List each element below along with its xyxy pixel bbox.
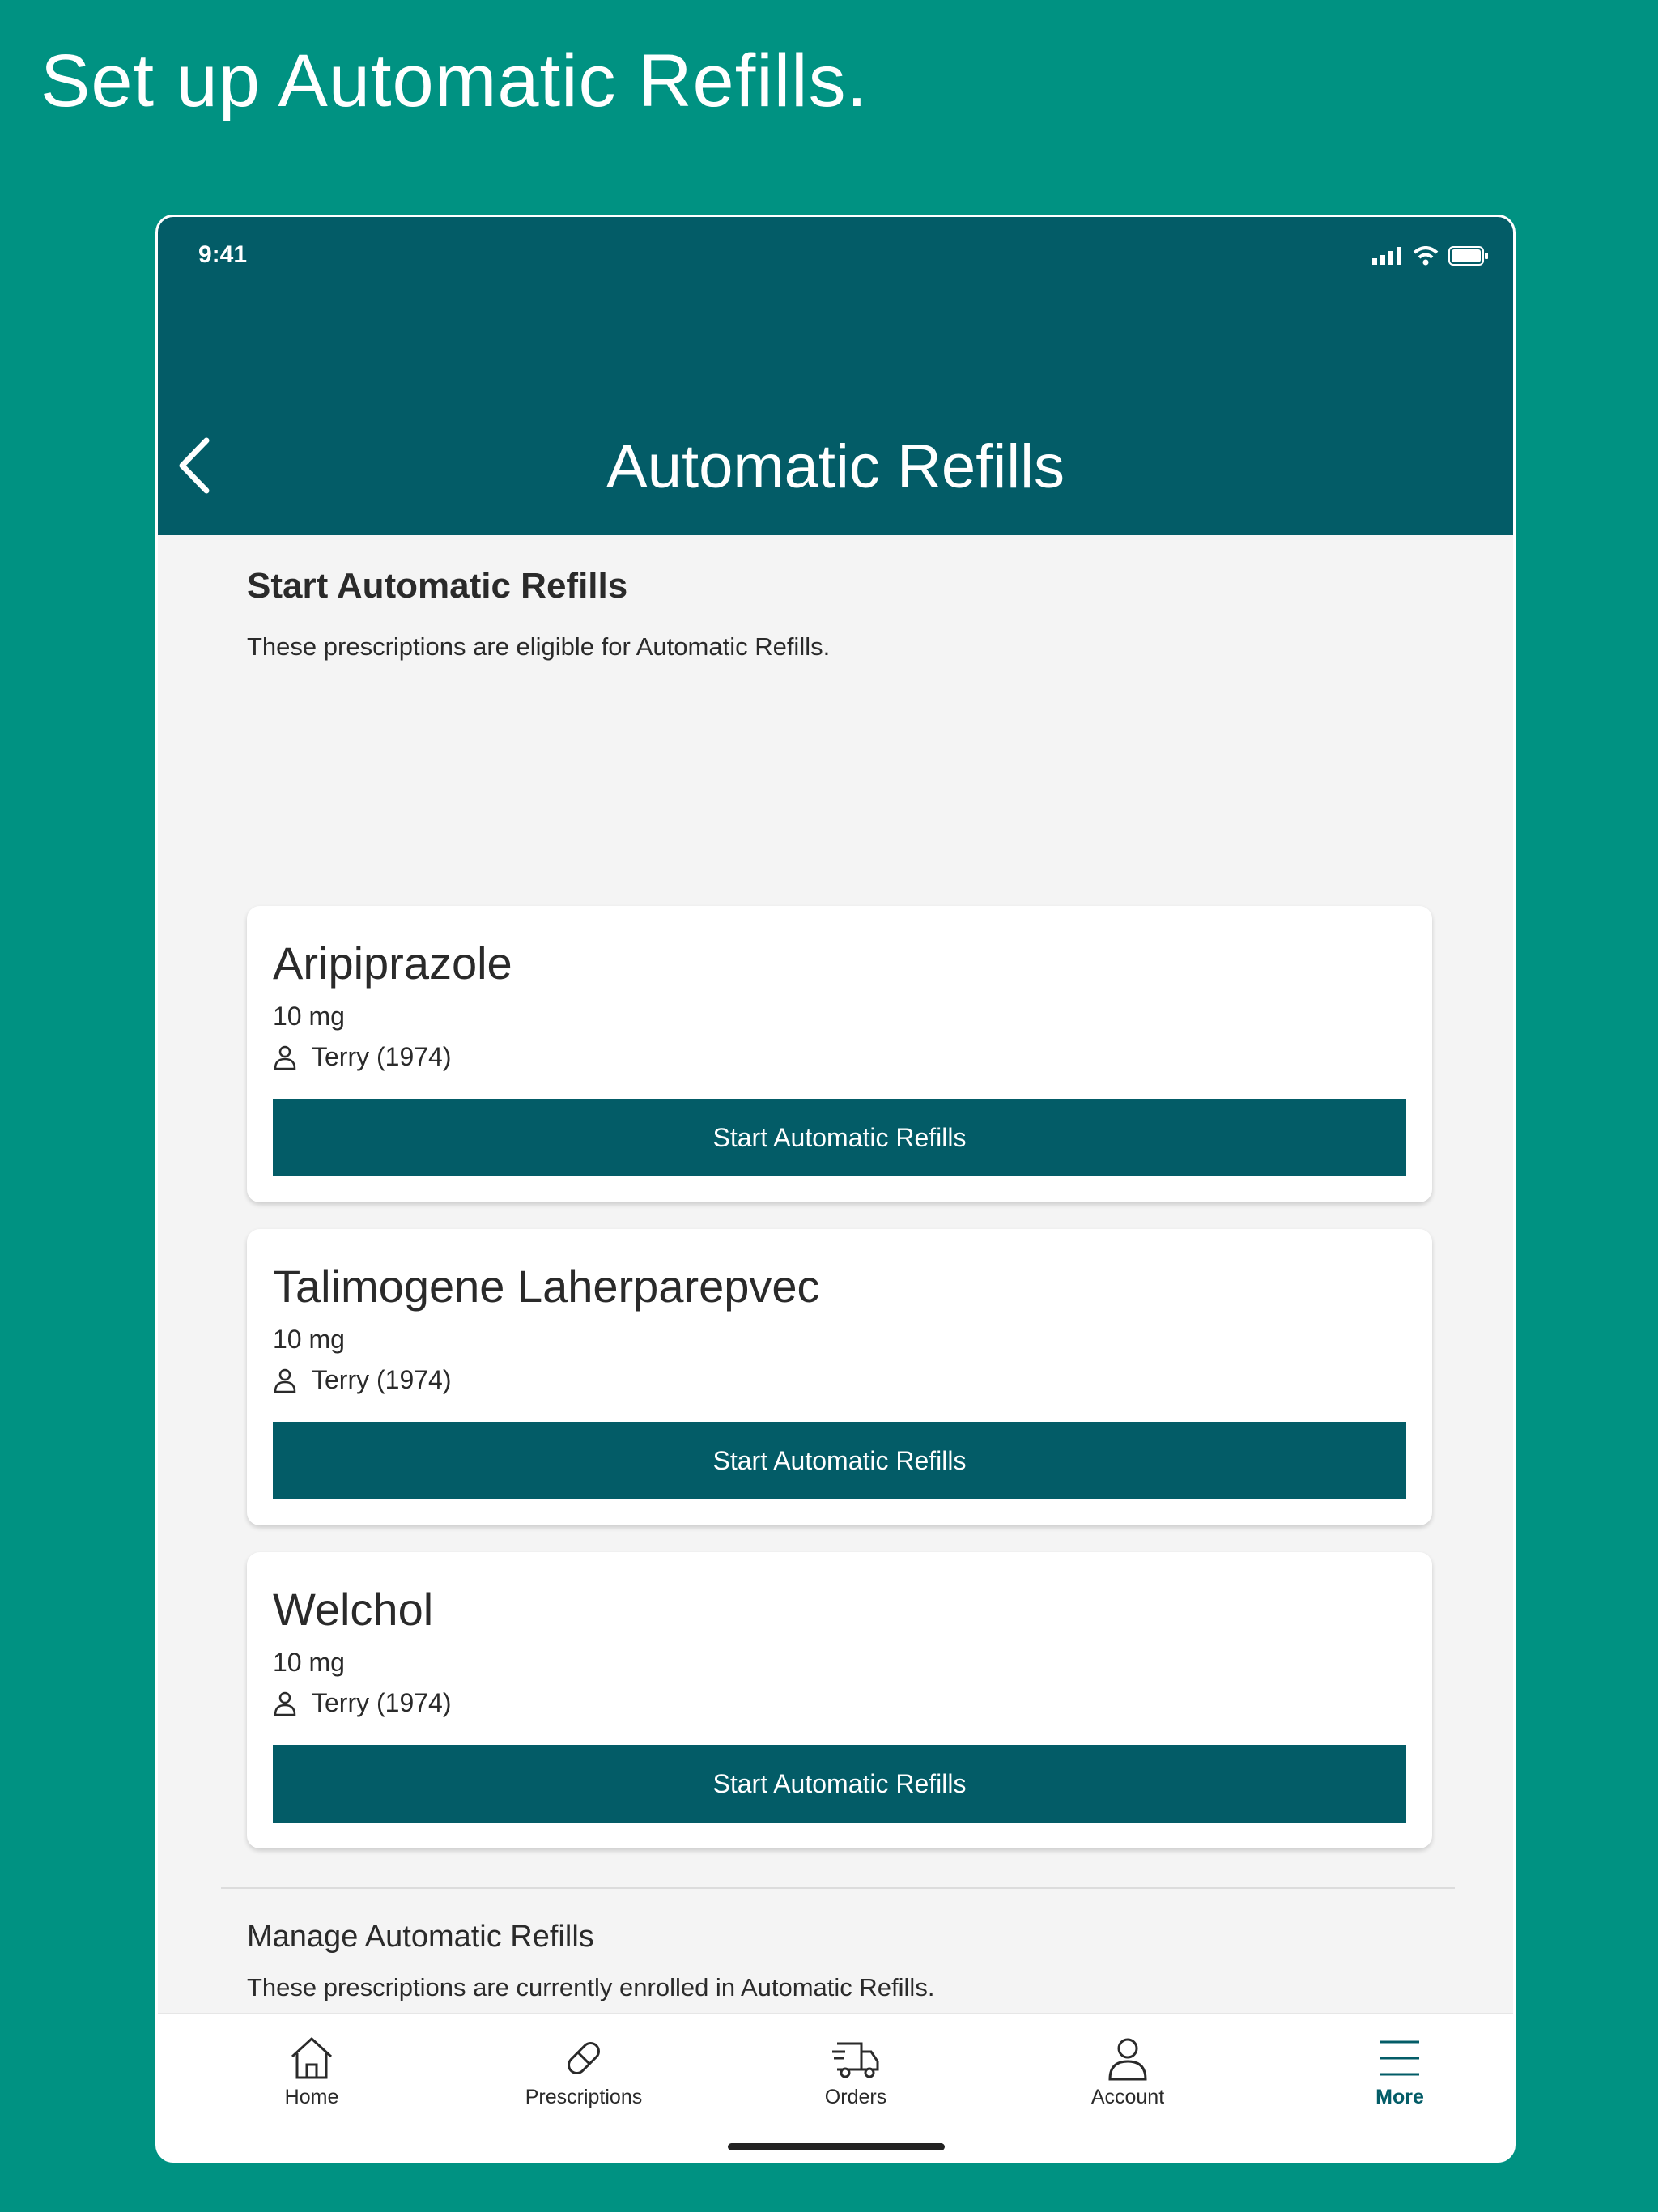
- status-time: 9:41: [198, 241, 248, 268]
- tab-orders[interactable]: [734, 2024, 977, 2109]
- home-indicator[interactable]: [728, 2143, 945, 2150]
- tab-more[interactable]: [1278, 2024, 1516, 2109]
- prescription-card: [247, 906, 1432, 1202]
- drug-name: Aripiprazole: [273, 938, 512, 989]
- patient-row: [273, 1042, 452, 1072]
- prescription-card: [247, 1552, 1432, 1848]
- manage-section-title: Manage Automatic Refills: [247, 1920, 594, 1954]
- prescription-card: [247, 1229, 1432, 1525]
- patient-row: [273, 1365, 452, 1395]
- tab-home[interactable]: [190, 2024, 433, 2109]
- drug-name: Welchol: [273, 1584, 434, 1635]
- manage-section-description: These prescriptions are currently enrolled in Automatic Refills.: [247, 1973, 935, 2001]
- tab-label: Orders: [824, 2086, 887, 2108]
- start-automatic-refills-button[interactable]: Start Automatic Refills: [273, 1099, 1406, 1176]
- drug-dose: 10 mg: [273, 1648, 345, 1677]
- start-automatic-refills-button[interactable]: Start Automatic Refills: [273, 1745, 1406, 1823]
- promo-title: Set up Automatic Refills.: [40, 40, 869, 122]
- person-icon: [273, 1691, 297, 1716]
- tab-label: Prescriptions: [525, 2086, 643, 2108]
- start-section-description: These prescriptions are eligible for Automatic Refills.: [247, 632, 831, 661]
- home-icon: [287, 2035, 336, 2081]
- pill-icon: [559, 2035, 608, 2081]
- patient-name: Terry (1974): [312, 1042, 452, 1071]
- battery-icon: [1448, 246, 1489, 266]
- drug-dose: 10 mg: [273, 1325, 345, 1354]
- status-icons: [1372, 246, 1489, 266]
- scroll-content[interactable]: [158, 535, 1513, 2014]
- tab-prescriptions[interactable]: [462, 2024, 705, 2109]
- signal-icon: [1372, 247, 1403, 265]
- tab-bar: [158, 2013, 1513, 2160]
- wifi-icon: [1413, 246, 1439, 266]
- start-section-title: Start Automatic Refills: [247, 566, 628, 606]
- menu-icon: [1377, 2035, 1422, 2081]
- patient-name: Terry (1974): [312, 1365, 452, 1394]
- person-icon: [1105, 2035, 1150, 2081]
- section-divider: [221, 1887, 1455, 1889]
- start-automatic-refills-button[interactable]: Start Automatic Refills: [273, 1422, 1406, 1499]
- tab-label: More: [1375, 2086, 1424, 2108]
- drug-name: Talimogene Laherparepvec: [273, 1261, 820, 1312]
- app-header: [158, 217, 1513, 535]
- person-icon: [273, 1368, 297, 1393]
- page-title: Automatic Refills: [606, 432, 1065, 501]
- tab-account[interactable]: [1006, 2024, 1249, 2109]
- patient-row: [273, 1688, 452, 1718]
- device-frame: [155, 215, 1516, 2163]
- delivery-truck-icon: [831, 2035, 881, 2081]
- drug-dose: 10 mg: [273, 1002, 345, 1031]
- tab-label: Account: [1090, 2086, 1165, 2108]
- patient-name: Terry (1974): [312, 1688, 452, 1717]
- person-icon: [273, 1044, 297, 1070]
- tab-label: Home: [284, 2086, 339, 2108]
